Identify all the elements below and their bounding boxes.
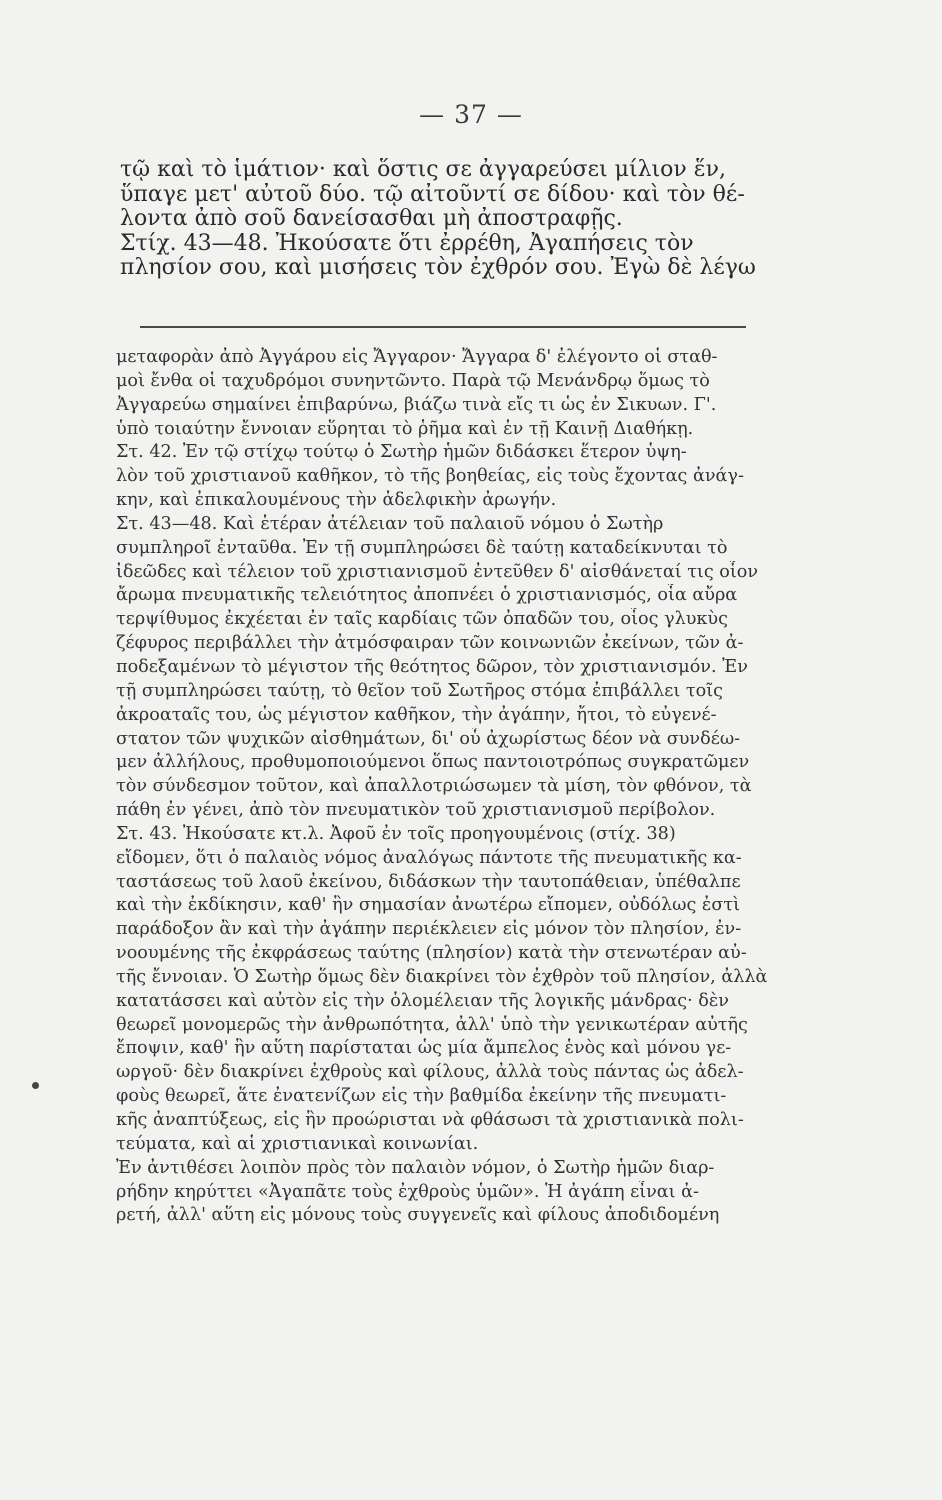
footnote-line: θεωρεῖ μονομερῶς τὴν ἀνθρωπότητα, ἀλλ' ὑπὸ τὴν γενικωτέραν αὐτῆς [116,1014,748,1035]
footnote-line: παράδοξον ἂν καὶ τὴν ἀγάπην περιέκλειεν εἰς μόνον τὸν πλησίον, ἐν- [116,919,742,940]
footnote-line: τῇ συμπληρώσει ταύτῃ, τὸ θεῖον τοῦ Σωτῆρος στόμα ἐπιβάλλει τοῖς [116,680,723,701]
footnote-line: ρετή, ἀλλ' αὕτη εἰς μόνους τοὺς συγγενεῖς καὶ φίλους ἀποδιδομένη [116,1205,720,1226]
footnote-line: Στ. 42. Ἐν τῷ στίχῳ τούτῳ ὁ Σωτὴρ ἡμῶν διδάσκει ἕτερον ὑψη- [116,442,687,463]
footnote-line: κῆς ἀναπτύξεως, εἰς ἣν προώρισται νὰ φθάσωσι τὰ χριστιανικὰ πολι- [116,1110,744,1130]
footnote-line: ταστάσεως τοῦ λαοῦ ἐκείνου, διδάσκων τὴν ταυτοπάθειαν, ὑπέθαλπε [116,871,741,892]
footnote-line: κατατάσσει καὶ αὐτὸν εἰς τὴν ὁλομέλειαν τῆς λογικῆς μάνδρας· δὲν [116,990,729,1011]
ink-speck [32,1082,39,1089]
footnote-line: Στ. 43. Ἠκούσατε κτ.λ. Ἀφοῦ ἐν τοῖς προηγουμένοις (στίχ. 38) [116,823,676,844]
footnote-line: Ἐν ἀντιθέσει λοιπὸν πρὸς τὸν παλαιὸν νόμον, ὁ Σωτὴρ ἡμῶν διαρ- [116,1157,715,1178]
footnote-line: Ἀγγαρεύω σημαίνει ἐπιβαρύνω, βιάζω τινὰ εἴς τι ὡς ἐν Σικυων. Γ'. [116,394,717,415]
footnotes [116,346,796,1228]
footnote-line: ἄρωμα πνευματικῆς τελειότητος ἀποπνέει ὁ χριστιανισμός, οἷα αὔρα [116,585,738,606]
main-text-line: λοντα ἀπὸ σοῦ δανείσασθαι μὴ ἀποστραφῇς. [120,207,623,231]
footnote-line: ἰδεῶδες καὶ τέλειον τοῦ χριστιανισμοῦ ἐντεῦθεν δ' αἰσθάνεταί τις οἷον [116,561,759,582]
footnote-line: ἔποψιν, καθ' ἣν αὕτη παρίσταται ὡς μία ἄμπελος ἑνὸς καὶ μόνου γε- [116,1038,732,1059]
footnote-line: συμπληροῖ ἐνταῦθα. Ἐν τῇ συμπληρώσει δὲ ταύτῃ καταδείκνυται τὸ [116,537,728,558]
footnote-line: ζέφυρος περιβάλλει τὴν ἀτμόσφαιραν τῶν κοινωνιῶν ἐκείνων, τῶν ἀ- [116,633,744,654]
footnote-line: μεταφορὰν ἀπὸ Ἀγγάρου εἰς Ἄγγαρον· Ἄγγαρα δ' ἐλέγοντο οἱ σταθ- [116,347,718,367]
footnote-line: ρήδην κηρύττει «Ἀγαπᾶτε τοὺς ἐχθροὺς ὑμῶν». Ἡ ἀγάπη εἶναι ἀ- [116,1181,699,1202]
footnote-line: καὶ τὴν ἐκδίκησιν, καθ' ἣν σημασίαν ἀνωτέρω εἴπομεν, οὐδόλως ἐστὶ [116,895,741,916]
footnote-line: λὸν τοῦ χριστιανοῦ καθῆκον, τὸ τῆς βοηθείας, εἰς τοὺς ἔχοντας ἀνάγ- [116,466,744,487]
footnote-line: τερψίθυμος ἐκχέεται ἐν ταῖς καρδίαις τῶν ὀπαδῶν του, οἷος γλυκὺς [116,609,728,630]
footnote-line: μοὶ ἔνθα οἱ ταχυδρόμοι συνηντῶντο. Παρὰ τῷ Μενάνδρῳ ὅμως τὸ [116,370,710,391]
main-text-line: τῷ καὶ τὸ ἱμάτιον· καὶ ὅστις σε ἀγγαρεύσει μίλιον ἕν, [120,158,726,182]
section-divider [140,326,746,328]
footnote-line: ποδεξαμένων τὸ μέγιστον τῆς θεότητος δῶρον, τὸν χριστιανισμόν. Ἐν [116,656,748,677]
page-number: — 37 — [419,100,523,129]
footnote-line: κην, καὶ ἐπικαλουμένους τὴν ἀδελφικὴν ἀρωγήν. [116,490,557,511]
main-text-line: πλησίον σου, καὶ μισήσεις τὸν ἐχθρόν σου. Ἐγὼ δὲ λέγω [120,256,756,280]
main-text [120,158,792,281]
footnote-line: ἀκροαταῖς του, ὡς μέγιστον καθῆκον, τὴν ἀγάπην, ἤτοι, τὸ εὐγενέ- [116,704,717,725]
main-text-line: ὕπαγε μετ' αὐτοῦ δύο. τῷ αἰτοῦντί σε δίδου· καὶ τὸν θέ- [120,182,745,207]
main-text-line: Στίχ. 43—48. Ἠκούσατε ὅτι ἐρρέθη, Ἀγαπήσεις τὸν [120,231,694,256]
footnote-line: μεν ἀλλήλους, προθυμοποιούμενοι ὅπως παντοιοτρόπως συγκρατῶμεν [116,752,750,773]
footnote-line: πάθη ἐν γένει, ἀπὸ τὸν πνευματικὸν τοῦ χριστιανισμοῦ περίβολον. [116,800,716,821]
footnote-line: τὸν σύνδεσμον τοῦτον, καὶ ἀπαλλοτριώσωμεν τὰ μίση, τὸν φθόνον, τὰ [116,776,752,797]
footnote-line: νοουμένης τῆς ἐκφράσεως ταύτης (πλησίον) κατὰ τὴν στενωτέραν αὐ- [116,943,747,964]
footnote-line: τῆς ἔννοιαν. Ὁ Σωτὴρ ὅμως δὲν διακρίνει τὸν ἐχθρὸν τοῦ πλησίον, ἀλλὰ [116,966,768,987]
footnote-line: ωργοῦ· δὲν διακρίνει ἐχθροὺς καὶ φίλους, ἀλλὰ τοὺς πάντας ὡς ἀδελ- [116,1062,744,1083]
footnote-line: Στ. 43—48. Καὶ ἑτέραν ἀτέλειαν τοῦ παλαιοῦ νόμου ὁ Σωτὴρ [116,513,664,534]
footnote-line: ὑπὸ τοιαύτην ἔννοιαν εὕρηται τὸ ῥῆμα καὶ ἐν τῇ Καινῇ Διαθήκῃ. [116,418,694,439]
footnote-line: στατον τῶν ψυχικῶν αἰσθημάτων, δι' οὗ ἀχωρίστως δέον νὰ συνδέω- [116,728,741,749]
footnote-line: τεύματα, καὶ αἱ χριστιανικαὶ κοινωνίαι. [116,1133,479,1154]
footnote-line: εἴδομεν, ὅτι ὁ παλαιὸς νόμος ἀναλόγως πάντοτε τῆς πνευματικῆς κα- [116,847,742,868]
footnote-line: φοὺς θεωρεῖ, ἅτε ἐνατενίζων εἰς τὴν βαθμίδα ἐκείνην τῆς πνευματι- [116,1086,727,1107]
